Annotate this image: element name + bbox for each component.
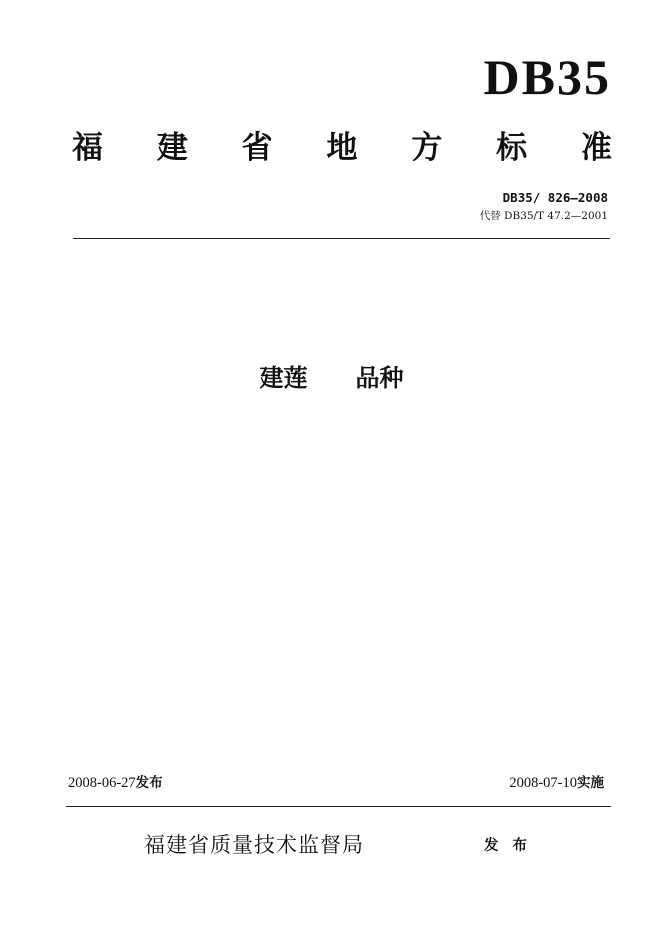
issuing-authority: 福建省质量技术监督局 bbox=[144, 833, 364, 857]
document-title bbox=[0, 366, 663, 390]
standard-type-char: 建 bbox=[156, 130, 188, 166]
standard-type-char: 方 bbox=[411, 130, 443, 166]
standard-code-logo: DB35 bbox=[483, 49, 611, 105]
standard-type-char: 准 bbox=[580, 130, 612, 166]
standard-type-char: 标 bbox=[496, 130, 528, 166]
issue-date-line bbox=[68, 776, 163, 791]
replaces-standard: 代替 DB35/T 47.2—2001 bbox=[479, 210, 608, 222]
bottom-divider bbox=[66, 806, 611, 807]
standard-type-heading bbox=[72, 130, 612, 166]
title-part-2: 品种 bbox=[355, 364, 404, 392]
issue-label: 发布 bbox=[135, 775, 163, 791]
title-part-1: 建莲 bbox=[259, 364, 308, 392]
implement-date: 2008-07-10 bbox=[509, 775, 577, 791]
standard-type-char: 福 bbox=[72, 130, 103, 166]
issue-date: 2008-06-27 bbox=[68, 775, 136, 791]
top-divider bbox=[73, 238, 610, 239]
standard-number: DB35/ 826—2008 bbox=[502, 190, 608, 205]
implement-label: 实施 bbox=[577, 775, 604, 791]
publish-label: 发布 bbox=[484, 838, 541, 854]
standard-type-char: 地 bbox=[326, 130, 358, 166]
standard-type-char: 省 bbox=[241, 130, 273, 166]
implement-date-line bbox=[509, 776, 604, 791]
